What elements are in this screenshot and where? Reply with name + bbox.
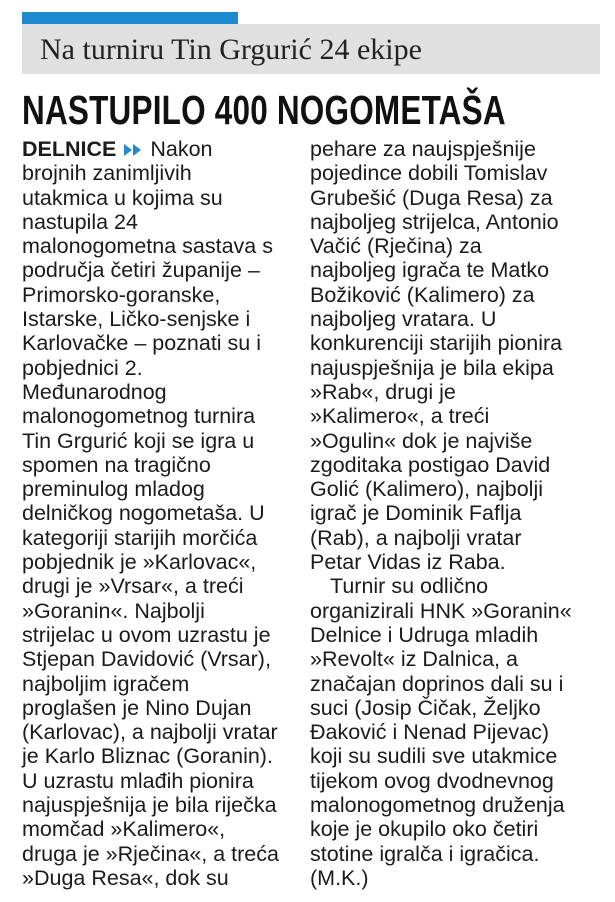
text-line: utakmica u kojima su [22,185,223,210]
text-line: Tin Grgurić koji se igra u [22,428,255,453]
text-line: Primorsko-goranske, [22,282,221,307]
dateline: DELNICE [22,137,117,161]
text-line: spomen na tragično [22,452,211,477]
text-line: igrač je Dominik Faflja [310,501,522,526]
text-line: (Rab), a najbolji vratar [310,525,522,550]
section-color-bar [22,12,238,24]
lead-line [22,137,294,161]
text-line: proglašen je Nino Dujan [22,695,252,720]
text-line: Božiković (Kalimero) za [310,282,535,307]
text-line: tijekom ovog dvodnevnog [310,768,554,793]
text-line: »Goranin«. Najbolji [22,598,205,623]
text-line: pobjednik je »Karlovac«, [22,550,257,575]
text-line: »Duga Resa«, dok su [22,865,229,890]
lead-text: Nakon [150,137,213,161]
article-column-left [22,137,294,890]
text-line: »Kalimero«, a treći [310,404,490,429]
text-line: brojnih zanimljivih [22,161,192,186]
text-line: preminulog mladog [22,477,205,502]
text-line: (Karlovac), a najbolji vratar [22,720,278,745]
text-line: momčad »Kalimero«, [22,817,226,842]
text-line: pobjednici 2. [22,355,143,380]
text-line: područja četiri županije – [22,258,260,283]
text-line: Golić (Kalimero), najbolji [310,477,543,502]
text-line: značajan doprinos dali su i [310,671,564,696]
text-line: Međunarodnog [22,379,167,404]
text-line: Đaković i Nenad Pijevac) [310,720,549,745]
text-line: najboljim igračem [22,671,190,696]
text-line: najboljeg igrača te Matko [310,258,550,283]
text-line: Grubešić (Duga Resa) za [310,185,553,210]
kicker: Na turniru Tin Grgurić 24 ekipe [40,33,422,66]
text-line: druga je »Rječina«, a treća [22,841,279,866]
paragraph [310,574,600,890]
text-line: pehare za naujspješnije [310,137,536,161]
text-line: drugi je »Vrsar«, a treći [22,574,244,599]
text-line: najboljeg vratara. U [310,307,497,332]
text-line: kategoriji starijih morčića [22,525,258,550]
text-line: koji su sudili sve utakmice [310,744,558,769]
text-line: »Ogulin« dok je najviše [310,428,533,453]
headline: NASTUPILO 400 NOGOMETAŠA [22,86,506,133]
text-line: najboljeg strijelca, Antonio [310,209,559,234]
text-line: zgoditaka postigao David [310,452,551,477]
text-line: Istarske, Ličko-senjske i [22,307,251,332]
text-line: Turnir su odlično [330,574,489,599]
text-line: U uzrastu mlađih pionira [22,768,254,793]
text-line: najuspješnija je bila ekipa [310,355,554,380]
text-line: konkurenciji starijih pionira [310,331,563,356]
text-line: Petar Vidas iz Raba. [310,550,506,575]
text-line: najuspješnija je bila riječka [22,793,277,818]
text-line: »Revolt« iz Dalnica, a [310,647,518,672]
text-line: »Rab«, drugi je [310,379,456,404]
text-line: nastupila 24 [22,209,138,234]
text-line: malonogometnog druženja [310,793,565,818]
kicker-band [22,24,600,74]
paragraph [310,137,600,574]
text-line: delničkog nogometaša. U [22,501,265,526]
text-line: organizirali HNK »Goranin« [310,598,572,623]
text-line: stotine igralča i igračica. [310,841,540,866]
text-line: malonogometna sastava s [22,234,273,259]
text-line: Stjepan Davidović (Vrsar), [22,647,271,672]
text-line: pojedince dobili Tomislav [310,161,548,186]
double-chevron-right-icon [123,144,143,156]
text-line: suci (Josip Čičak, Željko [310,695,541,720]
text-line: Vačić (Rječina) za [310,234,482,259]
text-line: strijelac u ovom uzrastu je [22,622,271,647]
text-line: (M.K.) [310,865,369,890]
text-line: malonogometnog turnira [22,404,256,429]
text-line: koje je okupilo oko četiri [310,817,539,842]
text-line: Delnice i Udruga mladih [310,622,539,647]
paragraph [22,161,294,890]
text-line: Karlovačke – poznati su i [22,331,262,356]
article-column-right [310,137,600,890]
text-line: je Karlo Bliznac (Goranin). [22,744,273,769]
